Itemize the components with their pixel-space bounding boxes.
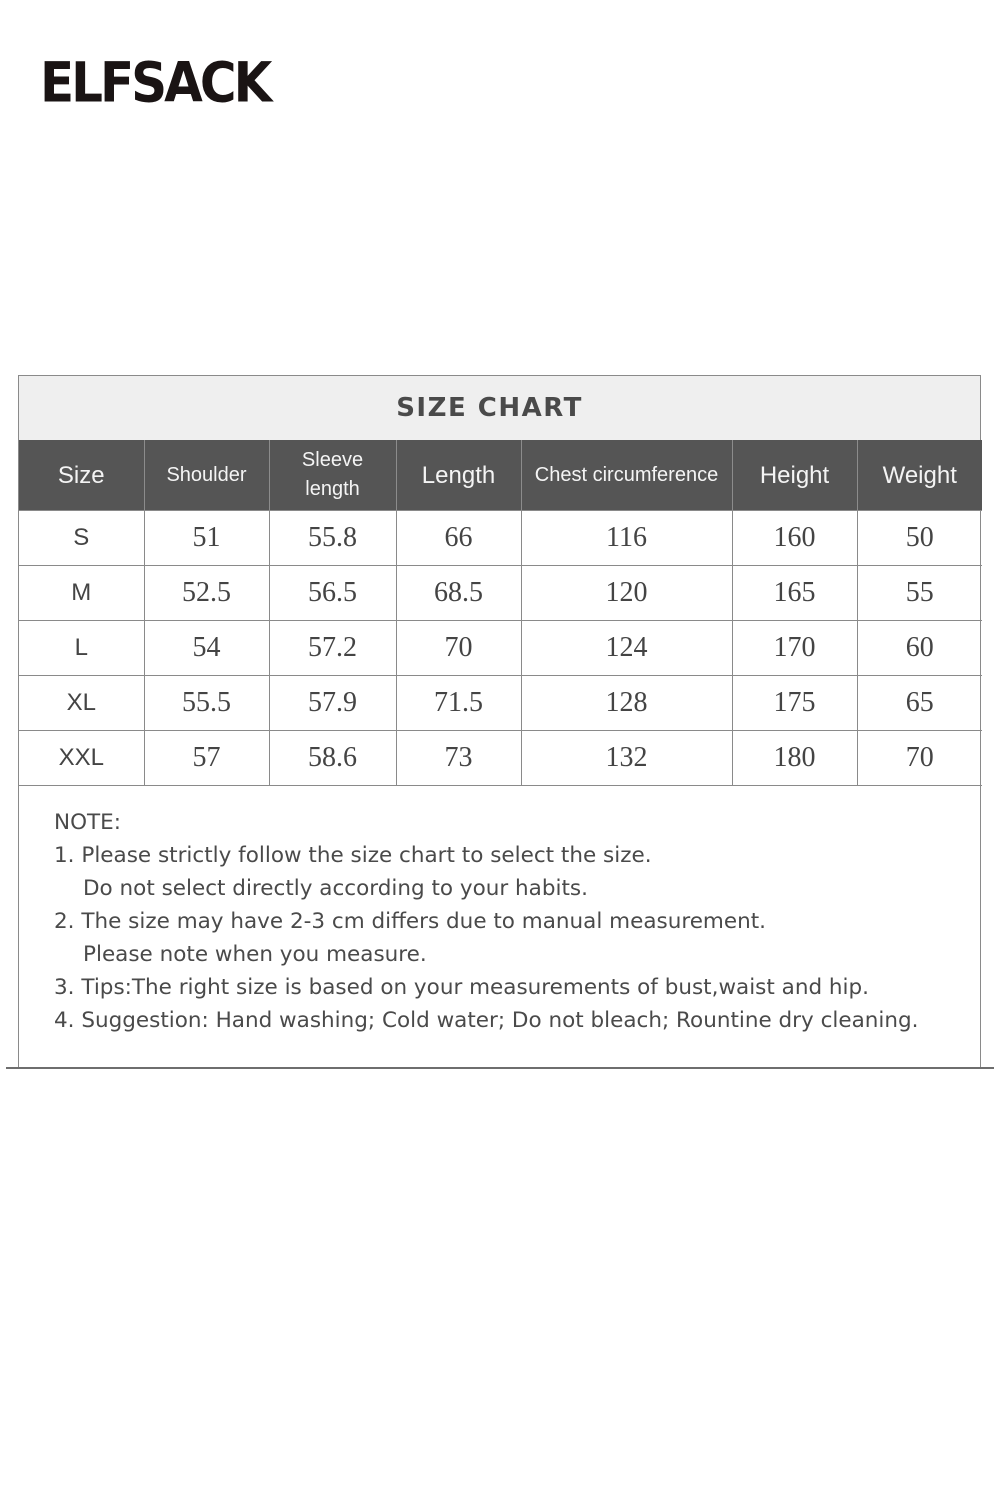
column-header-chest-circumference: Chest circumference (521, 440, 732, 511)
cell-shoulder: 57 (144, 731, 269, 786)
notes-section (19, 786, 980, 1037)
note-line-3: 3. Tips:The right size is based on your measurements of bust,waist and hip. (54, 975, 870, 1000)
cell-size: S (19, 511, 144, 566)
cell-shoulder: 54 (144, 621, 269, 676)
column-header-size: Size (19, 440, 144, 511)
column-header-height: Height (732, 440, 857, 511)
cell-weight: 60 (857, 621, 982, 676)
cell-chest: 128 (521, 676, 732, 731)
cell-height: 165 (732, 566, 857, 621)
notes-heading: NOTE: (54, 810, 121, 835)
cell-chest: 116 (521, 511, 732, 566)
note-line-2-continued: Please note when you measure. (83, 942, 427, 967)
column-header-shoulder: Shoulder (144, 440, 269, 511)
cell-height: 175 (732, 676, 857, 731)
size-table (19, 440, 982, 786)
column-header-length: Length (396, 440, 521, 511)
cell-length: 70 (396, 621, 521, 676)
cell-chest: 132 (521, 731, 732, 786)
column-header-weight: Weight (857, 440, 982, 511)
cell-length: 68.5 (396, 566, 521, 621)
note-line-1-continued: Do not select directly according to your habits. (83, 876, 588, 901)
table-header-row (19, 440, 982, 511)
table-row (19, 621, 982, 676)
cell-sleeve-length: 57.9 (269, 676, 396, 731)
cell-sleeve-length: 56.5 (269, 566, 396, 621)
size-chart-title: SIZE CHART (396, 393, 583, 423)
table-row (19, 676, 982, 731)
cell-height: 180 (732, 731, 857, 786)
note-line-2: 2. The size may have 2-3 cm differs due to manual measurement. (54, 909, 766, 934)
cell-weight: 70 (857, 731, 982, 786)
cell-sleeve-length: 57.2 (269, 621, 396, 676)
cell-length: 71.5 (396, 676, 521, 731)
cell-size: L (19, 621, 144, 676)
table-row (19, 511, 982, 566)
cell-height: 170 (732, 621, 857, 676)
column-header-sleeve-length-text: Sleeve length (301, 449, 364, 500)
cell-chest: 124 (521, 621, 732, 676)
cell-weight: 50 (857, 511, 982, 566)
size-chart (18, 375, 981, 1068)
cell-size: XL (19, 676, 144, 731)
cell-weight: 65 (857, 676, 982, 731)
cell-length: 73 (396, 731, 521, 786)
cell-size: M (19, 566, 144, 621)
cell-sleeve-length: 58.6 (269, 731, 396, 786)
column-header-sleeve-length (269, 440, 396, 511)
size-chart-title-bar (19, 376, 980, 440)
brand-logo (40, 48, 270, 118)
table-row (19, 731, 982, 786)
note-line-1: 1. Please strictly follow the size chart to select the size. (54, 843, 652, 868)
cell-sleeve-length: 55.8 (269, 511, 396, 566)
cell-size: XXL (19, 731, 144, 786)
cell-weight: 55 (857, 566, 982, 621)
cell-height: 160 (732, 511, 857, 566)
bottom-divider (6, 1067, 994, 1069)
cell-chest: 120 (521, 566, 732, 621)
table-row (19, 566, 982, 621)
cell-length: 66 (396, 511, 521, 566)
brand-logo-text: ELFSACK (40, 51, 270, 115)
note-line-4: 4. Suggestion: Hand washing; Cold water; Do not bleach; Rountine dry cleaning. (54, 1008, 919, 1033)
cell-shoulder: 52.5 (144, 566, 269, 621)
cell-shoulder: 51 (144, 511, 269, 566)
cell-shoulder: 55.5 (144, 676, 269, 731)
